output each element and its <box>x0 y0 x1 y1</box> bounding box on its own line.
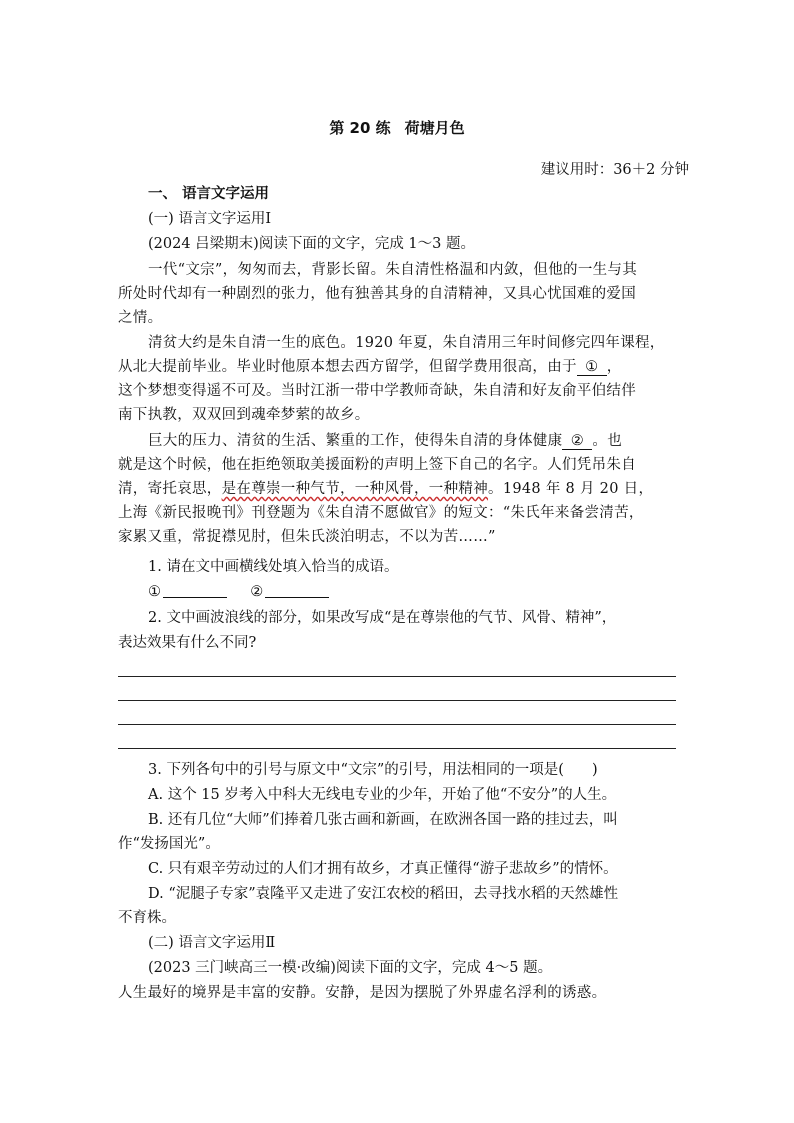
passage-line: 之情。 <box>118 310 163 326</box>
lesson-title: 荷塘月色 <box>404 119 465 137</box>
answer-label-2: ② <box>250 584 264 600</box>
passage-line: 就是这个时候，他在拒绝领取美援面粉的声明上签下自己的名字。人们凭吊朱自 <box>118 457 636 473</box>
passage-line: 这个梦想变得遥不可及。当时江浙一带中学教师奇缺，朱自清和好友俞平伯结伴 <box>118 383 636 399</box>
option-a[interactable]: A. 这个 15 岁考入中科大无线电专业的少年，开始了他“不安分”的人生。 <box>148 787 617 803</box>
option-d-cont: 不育株。 <box>118 910 176 926</box>
passage-text: 。也 <box>592 433 623 449</box>
blank-2[interactable]: ② <box>562 433 592 450</box>
passage-line: 一代“文宗”，匆匆而去，背影长留。朱自清性格温和内敛，但他的一生与其 <box>148 262 638 278</box>
source-note-1: (2024 吕梁期末)阅读下面的文字，完成 1～3 题。 <box>148 236 475 252</box>
passage-text: 清，寄托哀思， <box>118 481 222 497</box>
passage-line: 所处时代却有一种剧烈的张力，他有独善其身的自清精神，又具心忧国难的爱国 <box>118 286 636 302</box>
passage-text: 巨大的压力、清贫的生活、繁重的工作，使得朱自清的身体健康 <box>148 433 563 449</box>
answer-line[interactable] <box>118 700 676 701</box>
blank-1[interactable]: ① <box>577 359 607 376</box>
subsection-heading-2: (二) 语言文字运用Ⅱ <box>148 935 276 951</box>
passage-line: 清贫大约是朱自清一生的底色。1920 年夏，朱自清用三年时间修完四年课程， <box>148 335 665 351</box>
subsection-heading-1: (一) 语言文字运用Ⅰ <box>148 211 272 227</box>
question-2: 2. 文中画波浪线的部分，如果改写成“是在尊崇他的气节、风骨、精神”， <box>148 610 617 626</box>
option-b[interactable]: B. 还有几位“大师”们捧着几张古画和新画，在欧洲各国一路的挂过去，叫 <box>148 812 618 828</box>
question-3-text: 3. 下列各句中的引号与原文中“文宗”的引号，用法相同的一项是( <box>148 762 564 778</box>
option-b-cont: 作“发扬国光”。 <box>118 836 220 852</box>
source-note-2: (2023 三门峡高三一模·改编)阅读下面的文字，完成 4～5 题。 <box>148 960 553 976</box>
passage-text: 。1948 年 8 月 20 日， <box>488 481 654 497</box>
wavy-underlined-text: 是在尊崇一种气节，一种风骨，一种精神 <box>221 481 489 497</box>
question-3 <box>148 760 708 780</box>
answer-line[interactable] <box>118 724 676 725</box>
question-1-answers <box>148 582 708 602</box>
answer-blank-1[interactable] <box>163 583 227 598</box>
question-1: 1. 请在文中画横线处填入恰当的成语。 <box>148 559 399 575</box>
passage-line: 家累又重，常捉襟见肘，但朱氏淡泊明志，不以为苦……” <box>118 529 496 545</box>
section-heading: 一、 语言文字运用 <box>148 186 270 202</box>
answer-blank-2[interactable] <box>265 583 329 598</box>
question-3-close: ) <box>591 762 598 778</box>
passage-line <box>118 357 678 377</box>
page-title <box>0 117 794 138</box>
passage-text: 从北大提前毕业。毕业时他原本想去西方留学，但留学费用很高，由于 <box>118 359 577 375</box>
suggested-time: 建议用时：36＋2 分钟 <box>540 162 689 178</box>
question-2-cont: 表达效果有什么不同? <box>118 635 257 651</box>
passage-line: 上海《新民报晚刊》刊登题为《朱自清不愿做官》的短文：“朱氏年来备尝清苦， <box>118 505 644 521</box>
option-d[interactable]: D. “泥腿子专家”袁隆平又走进了安江农校的稻田，去寻找水稻的天然雄性 <box>148 886 619 902</box>
answer-line[interactable] <box>118 748 676 749</box>
passage-line: 人生最好的境界是丰富的安静。安静，是因为摆脱了外界虚名浮利的诱惑。 <box>118 985 607 1001</box>
option-c[interactable]: C. 只有艰辛劳动过的人们才拥有故乡，才真正懂得“游子悲故乡”的情怀。 <box>148 861 618 877</box>
passage-line: 南下执教，双双回到魂牵梦萦的故乡。 <box>118 407 370 423</box>
answer-label-1: ① <box>148 584 161 600</box>
exercise-number: 第 20 练 <box>329 119 391 137</box>
answer-line[interactable] <box>118 676 676 677</box>
passage-text: ， <box>606 359 622 375</box>
passage-line <box>118 479 678 499</box>
passage-line <box>148 431 708 451</box>
